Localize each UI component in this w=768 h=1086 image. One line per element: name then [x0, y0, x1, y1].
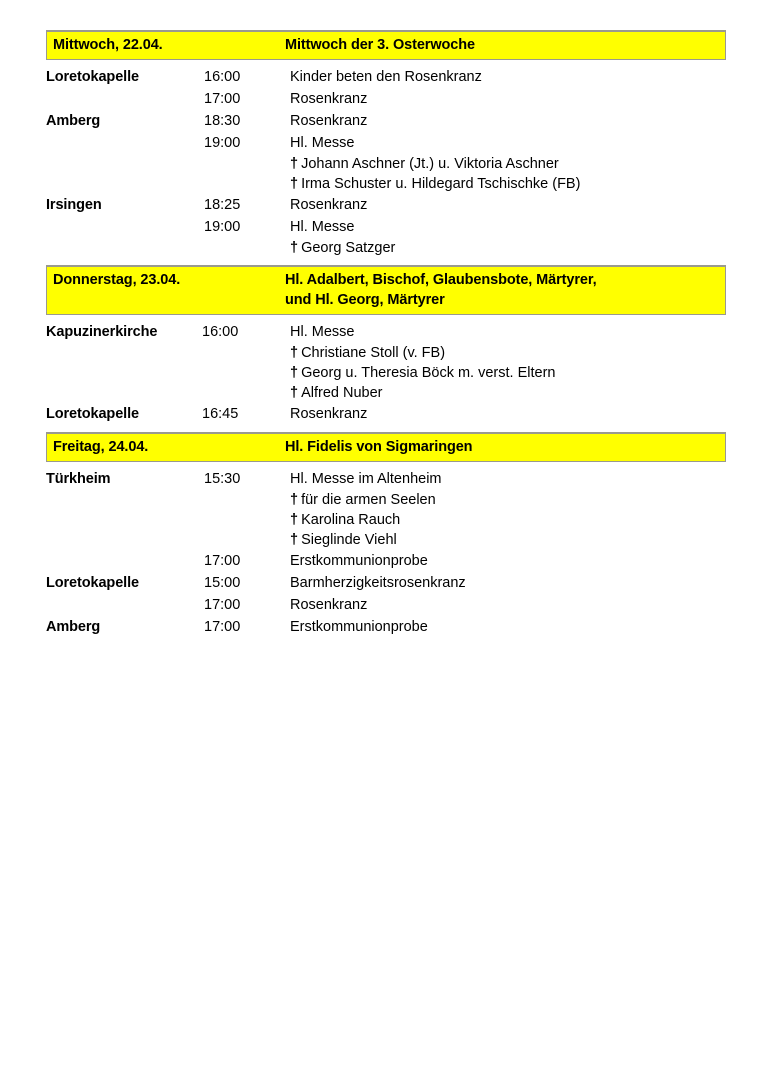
event-title-line: Hl. Messe	[290, 324, 355, 340]
event-time: 15:00	[204, 575, 241, 591]
event-row	[46, 88, 726, 110]
event-description	[290, 468, 726, 550]
day-banner-title	[285, 35, 725, 55]
event-list	[46, 462, 726, 645]
event-time: 15:30	[204, 471, 241, 487]
day-banner-date: Mittwoch, 22.04.	[53, 37, 163, 53]
day-banner-title-line: Hl. Adalbert, Bischof, Glaubensbote, Märtyrer,	[285, 272, 597, 288]
event-intention-line	[290, 383, 726, 403]
event-place: Loretokapelle	[46, 69, 139, 85]
day-section	[46, 265, 726, 432]
event-title-line: Erstkommunionprobe	[290, 619, 428, 635]
event-place: Kapuzinerkirche	[46, 324, 158, 340]
event-intention-line	[290, 363, 726, 383]
event-row	[46, 468, 726, 550]
event-description	[290, 216, 726, 258]
event-intention-line	[290, 174, 726, 194]
event-time: 17:00	[204, 597, 241, 613]
event-time: 17:00	[204, 553, 241, 569]
event-place: Irsingen	[46, 197, 102, 213]
intention-text: Alfred Nuber	[301, 385, 383, 401]
day-banner-title-line: Mittwoch der 3. Osterwoche	[285, 37, 475, 53]
event-row	[46, 572, 726, 594]
event-description	[290, 572, 726, 594]
event-title-line: Kinder beten den Rosenkranz	[290, 69, 482, 85]
event-description	[290, 321, 726, 403]
event-title-line: Hl. Messe	[290, 135, 355, 151]
event-time: 17:00	[204, 91, 241, 107]
event-intention-line	[290, 154, 726, 174]
event-row	[46, 550, 726, 572]
dagger-icon: †	[290, 492, 299, 508]
event-title-line: Erstkommunionprobe	[290, 553, 428, 569]
event-title-line: Rosenkranz	[290, 113, 368, 129]
day-banner	[46, 31, 726, 60]
dagger-icon: †	[290, 156, 299, 172]
event-description	[290, 194, 726, 216]
event-description	[290, 110, 726, 132]
event-row	[46, 616, 726, 638]
dagger-icon: †	[290, 532, 299, 548]
event-place: Loretokapelle	[46, 575, 139, 591]
event-intention-line	[290, 510, 726, 530]
event-place: Türkheim	[46, 471, 111, 487]
schedule-sheet	[46, 30, 726, 645]
event-intention-line	[290, 238, 726, 258]
event-description	[290, 403, 726, 425]
event-intention-line	[290, 490, 726, 510]
day-section	[46, 30, 726, 265]
event-description	[290, 616, 726, 638]
intention-text: Georg u. Theresia Böck m. verst. Eltern	[301, 365, 556, 381]
day-banner-date: Donnerstag, 23.04.	[53, 272, 181, 288]
event-row	[46, 132, 726, 194]
event-time: 19:00	[204, 135, 241, 151]
event-intention-line	[290, 343, 726, 363]
intention-text: Johann Aschner (Jt.) u. Viktoria Aschner	[301, 156, 559, 172]
dagger-icon: †	[290, 512, 299, 528]
event-time: 17:00	[204, 619, 241, 635]
event-intention-line	[290, 530, 726, 550]
event-description	[290, 88, 726, 110]
dagger-icon: †	[290, 385, 299, 401]
event-row	[46, 66, 726, 88]
day-banner	[46, 433, 726, 462]
event-place: Amberg	[46, 619, 101, 635]
event-list	[46, 315, 726, 432]
intention-text: Christiane Stoll (v. FB)	[301, 345, 446, 361]
event-title-line: Rosenkranz	[290, 597, 368, 613]
event-title-line: Rosenkranz	[290, 197, 368, 213]
dagger-icon: †	[290, 365, 299, 381]
day-banner-title-line: Hl. Fidelis von Sigmaringen	[285, 439, 473, 455]
event-row	[46, 403, 726, 425]
day-banner-title	[285, 270, 725, 310]
event-title-line: Barmherzigkeitsrosenkranz	[290, 575, 466, 591]
intention-text: Irma Schuster u. Hildegard Tschischke (FB)	[301, 176, 581, 192]
event-time: 18:30	[204, 113, 241, 129]
event-row	[46, 594, 726, 616]
dagger-icon: †	[290, 176, 299, 192]
event-description	[290, 550, 726, 572]
day-banner-title	[285, 437, 725, 457]
event-title-line: Hl. Messe	[290, 219, 355, 235]
event-title-line: Rosenkranz	[290, 406, 368, 422]
event-place: Loretokapelle	[46, 406, 139, 422]
event-time: 18:25	[204, 197, 241, 213]
event-row	[46, 194, 726, 216]
intention-text: Sieglinde Viehl	[301, 532, 397, 548]
event-row	[46, 216, 726, 258]
dagger-icon: †	[290, 345, 299, 361]
event-row	[46, 110, 726, 132]
day-banner-title-line: und Hl. Georg, Märtyrer	[285, 292, 445, 308]
event-time: 19:00	[204, 219, 241, 235]
event-time: 16:00	[202, 324, 239, 340]
day-banner	[46, 266, 726, 315]
day-section	[46, 432, 726, 645]
event-list	[46, 60, 726, 265]
event-title-line: Rosenkranz	[290, 91, 368, 107]
dagger-icon: †	[290, 240, 299, 256]
event-description	[290, 594, 726, 616]
day-banner-date: Freitag, 24.04.	[53, 439, 149, 455]
event-place: Amberg	[46, 113, 101, 129]
intention-text: für die armen Seelen	[301, 492, 436, 508]
event-description	[290, 132, 726, 194]
event-time: 16:45	[202, 406, 239, 422]
intention-text: Georg Satzger	[301, 240, 396, 256]
event-time: 16:00	[204, 69, 241, 85]
event-description	[290, 66, 726, 88]
event-row	[46, 321, 726, 403]
intention-text: Karolina Rauch	[301, 512, 401, 528]
event-title-line: Hl. Messe im Altenheim	[290, 471, 442, 487]
